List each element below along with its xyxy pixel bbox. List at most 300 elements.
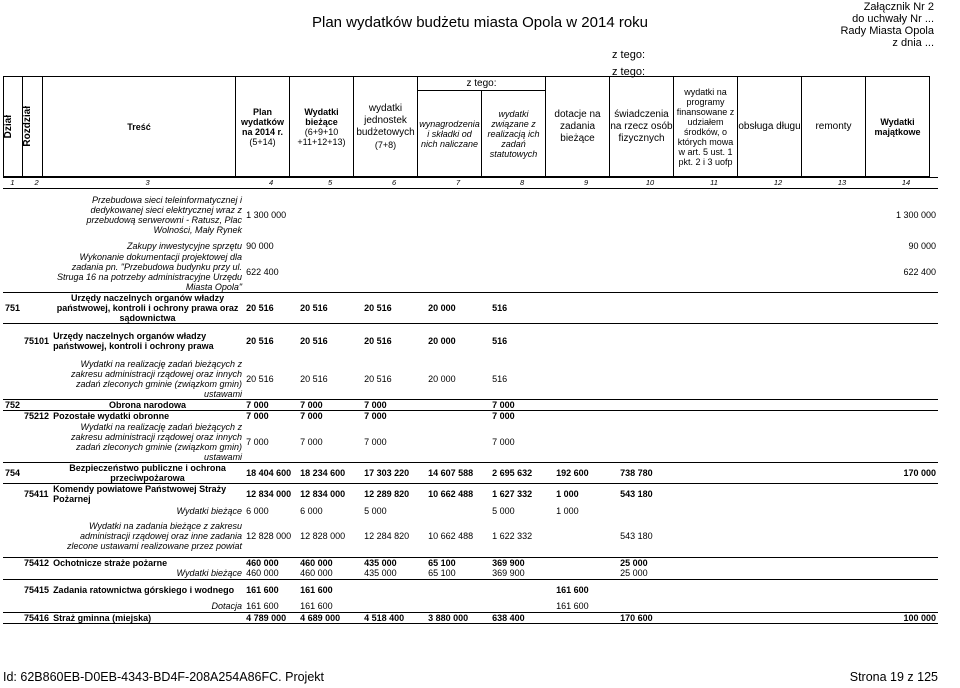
value-cell	[874, 292, 938, 323]
rozdzial-cell: 75415	[22, 579, 51, 601]
value-cell	[362, 241, 426, 252]
value-cell: 25 000	[620, 568, 648, 579]
value-cell	[682, 601, 746, 612]
table-row	[3, 359, 938, 400]
value-cell	[298, 252, 362, 293]
value-cell: 12 289 820	[362, 483, 426, 505]
value-cell: 7 000	[300, 436, 323, 447]
value-cell	[746, 241, 810, 252]
value-cell	[874, 483, 938, 505]
dzial-cell	[3, 601, 22, 612]
value-cell: 12 828 000	[246, 531, 292, 542]
value-cell	[682, 462, 746, 483]
value-cell	[874, 557, 938, 568]
description-cell: Zadania ratownictwa górskiego i wodnego	[51, 579, 244, 601]
value-cell: 90 000	[908, 241, 937, 251]
value-cell	[874, 411, 938, 422]
value-cell	[682, 411, 746, 422]
value-cell	[490, 252, 554, 293]
value-cell	[426, 189, 490, 241]
description-cell: Komendy powiatowe Państwowej Straży Pożarnej	[51, 483, 244, 505]
rozdzial-cell	[22, 400, 51, 411]
value-cell	[746, 516, 810, 557]
value-cell	[746, 462, 810, 483]
value-cell	[746, 400, 810, 411]
value-cell	[682, 579, 746, 601]
dzial-cell	[3, 579, 22, 601]
table-row	[3, 189, 938, 241]
rozdzial-cell	[22, 516, 51, 557]
value-cell: 20 000	[426, 292, 490, 323]
dzial-cell	[3, 483, 22, 505]
table-row	[3, 612, 938, 623]
value-cell	[810, 422, 874, 463]
column-number: 9	[554, 178, 618, 189]
rozdzial-cell: 75411	[22, 483, 51, 505]
rozdzial-cell	[22, 601, 51, 612]
description-cell: Straż gminna (miejska)	[51, 612, 244, 623]
description-cell: Ochotnicze straże pożarne	[51, 557, 244, 568]
value-cell	[490, 189, 554, 241]
value-cell: 638 400	[490, 612, 554, 623]
value-cell: 516	[490, 292, 554, 323]
dzial-cell	[3, 557, 22, 568]
header-rozdzial: Rozdział	[23, 77, 43, 177]
value-cell: 7 000	[362, 411, 426, 422]
value-cell	[618, 601, 682, 612]
value-cell: 20 516	[244, 323, 298, 359]
table-row	[3, 557, 938, 568]
value-cell	[874, 422, 938, 463]
value-cell	[426, 505, 490, 516]
value-cell: 460 000	[246, 568, 279, 579]
dzial-cell	[3, 241, 22, 252]
table-row	[3, 601, 938, 612]
z-tego-label: z tego:	[612, 49, 646, 61]
column-number: 5	[298, 178, 362, 189]
rozdzial-cell	[22, 292, 51, 323]
column-number: 13	[810, 178, 874, 189]
value-cell	[426, 400, 490, 411]
value-cell	[298, 189, 362, 241]
rozdzial-cell	[22, 241, 51, 252]
value-cell	[682, 568, 746, 579]
value-cell: 460 000	[244, 557, 298, 568]
dzial-cell	[3, 411, 22, 422]
value-cell	[618, 252, 682, 293]
value-cell	[746, 505, 810, 516]
value-cell	[746, 189, 810, 241]
value-cell: 12 828 000	[300, 531, 346, 542]
value-cell	[554, 400, 618, 411]
value-cell	[874, 516, 938, 557]
value-cell	[618, 411, 682, 422]
table-row	[3, 422, 938, 463]
description-cell: Wydatki bieżące	[176, 505, 243, 516]
value-cell	[362, 601, 426, 612]
description-cell: Bezpieczeństwo publiczne i ochrona przeciwpożarowa	[51, 462, 244, 483]
value-cell: 20 516	[362, 292, 426, 323]
rozdzial-cell	[22, 252, 51, 293]
rozdzial-cell: 75416	[24, 612, 50, 623]
value-cell	[810, 189, 874, 241]
value-cell	[362, 189, 426, 241]
value-cell	[682, 252, 746, 293]
data-table	[3, 177, 938, 624]
value-cell: 161 600	[556, 601, 589, 612]
description-cell: Wydatki na realizację zadań bieżących z zakresu administracji rządowej oraz innych zadań zleconych gminie (związkom gmin) ustawami	[70, 359, 243, 399]
description-cell: Zakupy inwestycyjne sprzętu	[127, 241, 243, 251]
value-cell	[746, 579, 810, 601]
value-cell: 1 622 332	[492, 531, 533, 542]
column-number: 14	[874, 178, 938, 189]
description-cell: Wydatki na zadania bieżące z zakresu administracji rządowej oraz inne zadania zlecone ustawami realizowane przez powiat	[66, 521, 243, 552]
dzial-cell	[3, 189, 22, 241]
value-cell: 1 300 000	[896, 209, 937, 220]
value-cell: 14 607 588	[426, 462, 490, 483]
value-cell	[618, 189, 682, 241]
description-cell: Pozostałe wydatki obronne	[51, 411, 244, 422]
value-cell: 100 000	[874, 612, 938, 623]
value-cell	[426, 241, 490, 252]
value-cell: 738 780	[618, 462, 682, 483]
value-cell	[490, 601, 554, 612]
value-cell	[682, 241, 746, 252]
value-cell	[618, 422, 682, 463]
value-cell: 1 000	[554, 483, 618, 505]
header-swiadczenia: świadczenia na rzecz osób fizycznych	[610, 77, 674, 177]
description-cell: Urzędy naczelnych organów władzy państwowej, kontroli i ochrony prawa	[51, 323, 244, 359]
value-cell: 20 516	[362, 323, 426, 359]
value-cell: 435 000	[364, 568, 397, 579]
value-cell: 5 000	[492, 505, 515, 516]
attachment-line: z dnia ...	[892, 37, 934, 49]
column-number: 12	[746, 178, 810, 189]
value-cell	[810, 601, 874, 612]
value-cell	[810, 241, 874, 252]
rozdzial-cell	[22, 568, 51, 579]
header-dzial: Dział	[4, 77, 23, 177]
table-row	[3, 400, 938, 411]
value-cell: 516	[492, 374, 508, 384]
value-cell: 5 000	[364, 505, 387, 516]
rozdzial-cell	[22, 189, 51, 241]
value-cell	[810, 483, 874, 505]
value-cell	[618, 505, 682, 516]
header-z-tego: z tego:	[418, 77, 546, 91]
value-cell: 622 400	[246, 266, 279, 277]
value-cell	[874, 323, 938, 359]
document-id: Id: 62B860EB-D0EB-4343-BD4F-208A254A86FC. Projekt	[3, 670, 325, 684]
dzial-cell: 752	[5, 400, 21, 410]
value-cell: 7 000	[246, 436, 269, 447]
value-cell: 90 000	[246, 241, 274, 251]
value-cell: 20 516	[364, 374, 392, 384]
value-cell: 20 516	[298, 292, 362, 323]
value-cell: 435 000	[362, 557, 426, 568]
value-cell	[746, 601, 810, 612]
dzial-cell	[3, 323, 22, 359]
value-cell	[874, 601, 938, 612]
value-cell: 161 600	[300, 601, 333, 612]
header-remonty: remonty	[802, 77, 866, 177]
column-number: 8	[490, 178, 554, 189]
attachment-line: Załącznik Nr 2	[863, 1, 934, 13]
value-cell: 460 000	[300, 568, 333, 579]
value-cell	[618, 292, 682, 323]
value-cell	[810, 462, 874, 483]
value-cell	[810, 323, 874, 359]
value-cell	[362, 252, 426, 293]
rozdzial-cell: 75101	[22, 323, 51, 359]
value-cell: 10 662 488	[428, 531, 474, 542]
value-cell: 7 000	[244, 411, 298, 422]
value-cell	[618, 323, 682, 359]
value-cell	[618, 579, 682, 601]
value-cell: 161 600	[244, 579, 298, 601]
value-cell: 20 000	[428, 374, 456, 384]
table-row	[3, 292, 938, 323]
header-majatkowe: Wydatki majątkowe	[866, 77, 930, 177]
value-cell	[554, 359, 618, 400]
value-cell: 18 234 600	[298, 462, 362, 483]
value-cell: 6 000	[246, 505, 269, 516]
table-row	[3, 241, 938, 252]
dzial-cell	[3, 612, 22, 623]
value-cell: 6 000	[300, 505, 323, 516]
value-cell: 161 600	[298, 579, 362, 601]
value-cell	[426, 411, 490, 422]
rozdzial-cell	[22, 462, 51, 483]
value-cell	[746, 612, 810, 623]
value-cell	[810, 505, 874, 516]
value-cell	[810, 557, 874, 568]
value-cell	[554, 189, 618, 241]
value-cell	[746, 359, 810, 400]
value-cell: 65 100	[428, 568, 456, 579]
value-cell: 4 518 400	[362, 612, 426, 623]
value-cell	[810, 292, 874, 323]
value-cell	[682, 505, 746, 516]
description-cell: Obrona narodowa	[51, 400, 244, 411]
value-cell	[554, 241, 618, 252]
dzial-cell	[3, 252, 22, 293]
value-cell	[810, 579, 874, 601]
value-cell	[874, 505, 938, 516]
value-cell	[682, 422, 746, 463]
table-row	[3, 462, 938, 483]
value-cell	[554, 292, 618, 323]
value-cell	[682, 400, 746, 411]
value-cell	[810, 516, 874, 557]
header-statutowe: wydatki związane z realizacją ich zadań statutowych	[482, 91, 546, 177]
z-tego-label: z tego:	[612, 66, 646, 78]
value-cell: 20 000	[426, 323, 490, 359]
rozdzial-cell: 75212	[24, 411, 50, 422]
attachment-line: do uchwały Nr ...	[852, 13, 934, 25]
value-cell: 369 900	[492, 568, 525, 579]
value-cell	[810, 400, 874, 411]
column-number: 3	[51, 178, 244, 189]
value-cell	[426, 422, 490, 463]
table-row	[3, 505, 938, 516]
value-cell	[682, 557, 746, 568]
column-number: 2	[22, 178, 51, 189]
value-cell	[874, 579, 938, 601]
header-dlug: obsługa długu	[738, 77, 802, 177]
value-cell	[618, 400, 682, 411]
header-tresc: Treść	[43, 77, 236, 177]
header-wynagrodzenia: wynagrodzenia i składki od nich naliczane	[418, 91, 482, 177]
value-cell: 7 000	[364, 436, 387, 447]
value-cell	[874, 359, 938, 400]
value-cell	[554, 252, 618, 293]
value-cell	[426, 579, 490, 601]
value-cell: 7 000	[492, 436, 515, 447]
value-cell: 18 404 600	[244, 462, 298, 483]
value-cell: 7 000	[298, 411, 362, 422]
description-cell: Wydatki na realizację zadań bieżących z zakresu administracji rządowej oraz innych zadań zleconych gminie (związkom gmin) ustawami	[70, 421, 243, 462]
value-cell	[746, 422, 810, 463]
value-cell: 25 000	[618, 557, 682, 568]
value-cell	[490, 241, 554, 252]
rozdzial-cell	[22, 359, 51, 400]
value-cell	[682, 516, 746, 557]
value-cell: 161 600	[246, 601, 279, 612]
value-cell	[554, 422, 618, 463]
value-cell: 10 662 488	[426, 483, 490, 505]
value-cell	[682, 359, 746, 400]
value-cell	[682, 612, 746, 623]
column-number-row	[3, 178, 938, 189]
value-cell	[810, 252, 874, 293]
value-cell	[618, 359, 682, 400]
dzial-cell	[3, 505, 22, 516]
table-row	[3, 483, 938, 505]
value-cell	[682, 189, 746, 241]
header-jednostek: wydatki jednostek budżetowych (7+8)	[354, 77, 418, 177]
value-cell: 20 516	[246, 374, 274, 384]
value-cell	[746, 483, 810, 505]
value-cell: 17 303 220	[362, 462, 426, 483]
table-row	[3, 411, 938, 422]
description-cell: Wydatki bieżące	[176, 568, 243, 579]
value-cell	[746, 323, 810, 359]
value-cell	[810, 359, 874, 400]
rozdzial-cell: 75412	[24, 557, 50, 568]
dzial-cell: 754	[3, 462, 22, 483]
value-cell	[682, 323, 746, 359]
dzial-cell	[3, 516, 22, 557]
rozdzial-cell	[22, 505, 51, 516]
value-cell: 20 516	[300, 374, 328, 384]
value-cell	[426, 601, 490, 612]
dzial-cell: 751	[3, 292, 22, 323]
value-cell	[298, 241, 362, 252]
value-cell: 622 400	[903, 266, 937, 277]
table-row	[3, 568, 938, 579]
value-cell	[682, 292, 746, 323]
value-cell	[554, 612, 618, 623]
column-number: 11	[682, 178, 746, 189]
attachment-note	[840, 1, 934, 49]
value-cell	[874, 568, 938, 579]
value-cell: 2 695 632	[490, 462, 554, 483]
value-cell: 170 600	[618, 612, 682, 623]
value-cell: 7 000	[244, 400, 298, 411]
attachment-line: Rady Miasta Opola	[840, 25, 934, 37]
page-number: Strona 19 z 125	[849, 670, 938, 684]
description-cell: Przebudowa sieci teleinformatycznej i dedykowanej sieci elektrycznej wraz z przebudową serwerowni - Ratusz, Plac Wolności, Mały Rynek	[86, 194, 243, 235]
value-cell: 7 000	[490, 400, 554, 411]
table-row	[3, 252, 938, 293]
dzial-cell	[3, 422, 22, 463]
value-cell: 65 100	[426, 557, 490, 568]
table-header	[3, 76, 930, 177]
value-cell: 3 880 000	[426, 612, 490, 623]
value-cell: 543 180	[618, 483, 682, 505]
table-row	[3, 516, 938, 557]
header-biezace: Wydatki bieżące (6+9+10 +11+12+13)	[290, 77, 354, 177]
value-cell	[746, 252, 810, 293]
value-cell: 192 600	[554, 462, 618, 483]
column-number: 4	[244, 178, 298, 189]
page-title: Plan wydatków budżetu miasta Opola w 2014 roku	[311, 14, 649, 31]
value-cell: 1 627 332	[490, 483, 554, 505]
value-cell	[554, 516, 618, 557]
value-cell	[746, 292, 810, 323]
value-cell	[490, 579, 554, 601]
description-cell: Wykonanie dokumentacji projektowej dla zadania pn. "Przebudowa budynku przy ul. Struga 16 na potrzeby administracyjne Urzędu Miasta Opola"	[56, 251, 243, 292]
header-dotacje: dotacje na zadania bieżące	[546, 77, 610, 177]
value-cell	[810, 411, 874, 422]
value-cell: 516	[490, 323, 554, 359]
value-cell: 7 000	[490, 411, 554, 422]
value-cell	[810, 568, 874, 579]
value-cell: 170 000	[874, 462, 938, 483]
dzial-cell	[3, 568, 22, 579]
value-cell: 4 689 000	[298, 612, 362, 623]
description-cell: Urzędy naczelnych organów władzy państwowej, kontroli i ochrony prawa oraz sądownictwa	[51, 292, 244, 323]
value-cell: 12 834 000	[298, 483, 362, 505]
value-cell: 7 000	[362, 400, 426, 411]
value-cell	[554, 411, 618, 422]
description-cell: Dotacja	[211, 601, 243, 612]
header-plan: Plan wydatków na 2014 r. (5+14)	[236, 77, 290, 177]
value-cell: 369 900	[490, 557, 554, 568]
value-cell	[874, 400, 938, 411]
header-programy: wydatki na programy finansowane z udziałem środków, o których mowa w art. 5 ust. 1 pkt. 2 i 3 uofp	[674, 77, 738, 177]
value-cell	[746, 557, 810, 568]
value-cell	[810, 612, 874, 623]
value-cell	[554, 557, 618, 568]
value-cell: 1 300 000	[246, 209, 287, 220]
value-cell	[746, 568, 810, 579]
value-cell: 7 000	[298, 400, 362, 411]
value-cell: 12 834 000	[244, 483, 298, 505]
table-row	[3, 579, 938, 601]
value-cell: 1 000	[556, 505, 579, 516]
column-number: 6	[362, 178, 426, 189]
value-cell	[682, 483, 746, 505]
value-cell	[746, 411, 810, 422]
rozdzial-cell	[22, 422, 51, 463]
value-cell: 20 516	[298, 323, 362, 359]
value-cell: 20 516	[244, 292, 298, 323]
value-cell: 460 000	[298, 557, 362, 568]
value-cell: 161 600	[554, 579, 618, 601]
column-number: 1	[3, 178, 22, 189]
